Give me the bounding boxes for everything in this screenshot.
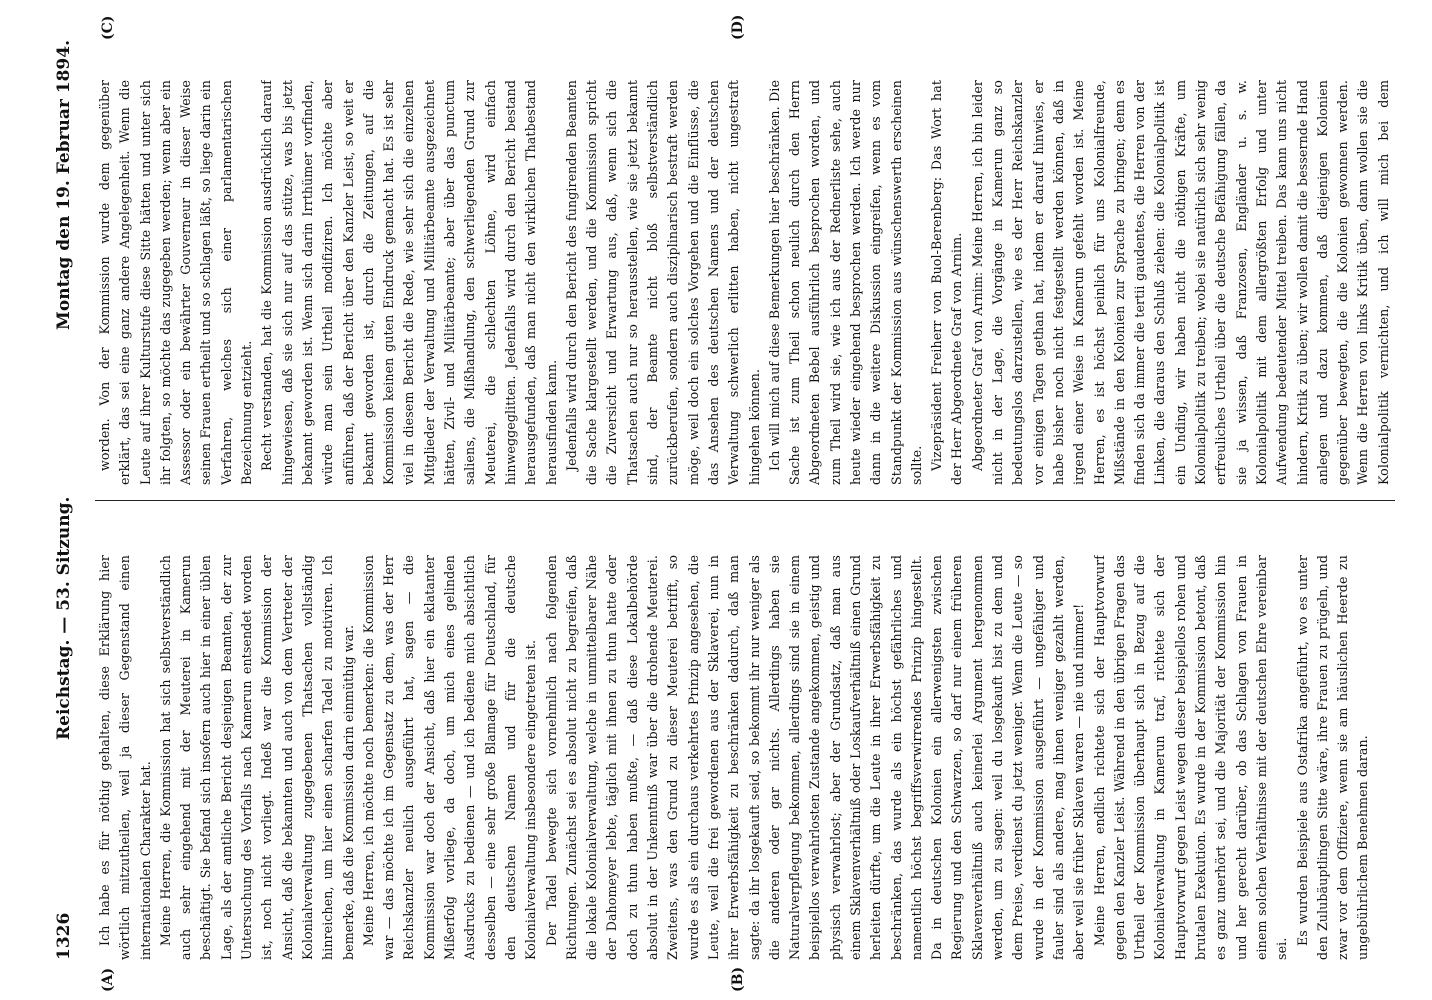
paragraph: worden. Von der Kommission wurde dem gegenüber erklärt, das sei eine ganz andere Angelegenheit. Wenn die Leute auf ihrer Kulturstufe diese Sitte hätten und unter sich ihr folgten, so möchte das zugegeben werden; wenn aber ein Assessor oder ein bewährter Gouverneur in dieser Weise seinen Frauen ertheilt und so schlagen läßt, so liege darin ein Verfahren, welches sich einer parlamentarischen Bezeichnung entzieht. [97,80,255,485]
paragraph: Recht verstanden, hat die Kommission ausdrücklich darauf hingewiesen, daß sie sich nur auf das stütze, was bis jetzt bekannt geworden ist. Wenn sich darin Irrthümer vorfinden, würde man sein Urtheil modifiziren. Ich möchte aber anführen, daß der Bericht über den Kanzler Leist, so weit er bekannt geworden ist, durch die Zeitungen, auf die Kommission keinen guten Eindruck gemacht hat. Es ist sehr viel in diesem Bericht die Rede, wie sehr sich die einzelnen Mitglieder der Verwaltung und Militärbeamte ausgezeichnet hätten, Zivil- und Militärbeamte; aber über das punctum saliens, die Mißhandlung, den schwerliegenden Grund zur Meuterei, die schlechten Löhne, wird einfach hinweggeglitten. Jedenfalls wird durch den Bericht bestand herausgefunden, daß man nicht den wirklichen Thatbestand herausfinden kann. [259,80,559,485]
column-divider [95,500,1395,501]
margin-mark-d: (D) [730,14,746,40]
page-number: 1326 [54,912,74,960]
paragraph: Abgeordneter Graf von Arnim: Meine Herren, ich bin leider nicht in der Lage, die Vorgänge in Kamerun ganz so bedeutungslos darzustellen, wie es der Herr Reichskanzler vor einigen Tagen gethan hat, indem er darauf hinwies, er habe bisher noch nicht festgestellt werden können, daß in irgend einer Weise in Kamerun gefehlt worden ist. Meine Herren, es ist höchst peinlich für uns Kolonialfreunde, Mißstände in den Kolonien zur Sprache zu bringen; denn es finden sich da immer die tertii gaudentes, die Herren von der Linken, die daraus den Schluß ziehen: die Kolonialpolitik ist ein Unding, wir haben nicht die nöthigen Kräfte, um Kolonialpolitik zu treiben; wobei sie natürlich sich sehr wenig erfreuliches Urtheil über die deutsche Befähigung fällen, da sie ja wissen, daß Franzosen, Engländer u. s. w. Kolonialpolitik mit dem allergrößten Erfolg und unter Aufwendung bedeutender Mittel treiben. Das kann uns nicht hindern, Kritik zu üben; wir wollen damit die bessernde Hand anlegen und dazu kommen, daß diejenigen Kolonien gegenüber bewegten, die die Kolonien gewonnen werden. Wenn die Herren von links Kritik üben, dann wollen sie die Kolonialpolitik vernichten, und ich will mich bei dem [969,80,1391,485]
left-column [95,555,1395,960]
margin-mark-a: (A) [100,967,116,992]
speaker-intro: Vizepräsident Freiherr von Buol-Berenberg: Das Wort hat der Herr Abgeordnete Graf von Arnim. [929,80,965,485]
header-title: Reichstag. — 53. Sitzung. [54,496,74,740]
margin-mark-c: (C) [100,15,116,40]
paragraph: Ich will mich auf diese Bemerkungen hier beschränken. Die Sache ist zum Theil schon neulich durch den Herrn Abgeordneten Bebel ausführlich besprochen worden, und zum Theil wird sie, wie ich aus der Rednerliste sehe, auch heute wieder eingehend besprochen werden. Ich werde nur dann in die weitere Diskussion eingreifen, wenn es vom Standpunkt der Kommission aus wünschenswerth erscheinen sollte. [766,80,924,485]
margin-mark-b: (B) [730,966,746,992]
paragraph: Meine Herren, endlich richtete sich der Hauptvorwurf gegen den Kanzler Leist. Während in den übrigen Fragen das Urtheil der Kommission überhaupt sich in Bezug auf die Kolonialverwaltung in Kamerun traf, richtete sich der Hauptvorwurf gegen Leist wegen dieser beispiellos rohen und brutalen Exekution. Es wurde in der Kommission betont, daß es ganz unerhört sei, und die Majorität der Kommission hin und her gerecht darüber, ob das Schlagen von Frauen in einem solchen Verhältnisse mit der deutschen Ehre vereinbar sei. [1091,555,1290,960]
paragraph: Der Tadel bewegte sich vornehmlich nach folgenden Richtungen. Zunächst sei es absolut nicht zu begreifen, daß die lokale Kolonialverwaltung, welche in unmittelbarer Nähe der Dahomeyer lebte, täglich mit ihnen zu thun hatte oder doch zu thun haben mußte, — daß diese Lokalbehörde absolut in der Unkenntniß war über die drohende Meuterei. Zweitens, was den Grund zu dieser Meuterei betrifft, so wurde es als ein durchaus verkehrtes Prinzip angesehen, die Leute, weil die frei gewordenen aus der Sklaverei, nun in ihrer Erwerbsfähigkeit zu beschränken dadurch, daß man sagte: da ihr losgekauft seid, so bekommt ihr nur weniger als die anderen oder gar nichts. Allerdings haben sie Naturalverpflegung bekommen, allerdings sind sie in einem beispiellos verwahrlosten Zustande angekommen, geistig und physisch verwahrlost; aber der Grundsatz, daß man aus einem Sklavenverhältniß oder Loskaufverhältniß einen Grund herleiten dürfte, um die Leute in ihrer Erwerbsfähigkeit zu beschränken, das wurde als ein höchst gefährliches und namentlich höchst begriffsverwirrendes Prinzip hingestellt. Da in deutschen Kolonien ein allerwenigsten zwischen Regierung und den Schwarzen, so darf nur einem früheren Sklavenverhältniß auch keinerlei Argument hergenommen werden, um zu sagen: weil du losgekauft bist zu dem und dem Preise, verdienst du jetzt weniger. Wenn die Leute — so wurde in der Kommission ausgeführt — ungefähiger und fauler sind als andere, mag ihnen weniger gezahlt werden, aber weil sie früher Sklaven waren — nie und nimmer! [543,555,1087,960]
paragraph: Jedenfalls wird durch den Bericht des fungirenden Beamten die Sache klargestellt werden, und die Kommission spricht die Zuversicht und Erwartung aus, daß, wenn sich die Thatsachen auch nur so herausstellen, wie sie jetzt bekannt sind, der Beamte nicht bloß selbstverständlich zurückberufen, sondern auch disziplinarisch bestraft werden möge, weil doch ein solches Vorgehen und die Einflüsse, die das Ansehen des deutschen Namens und der deutschen Verwaltung schwerlich erlitten haben, nicht ungestraft hingehen können. [563,80,762,485]
paragraph: Meine Herren, die Kommission hat sich selbstverständlich auch sehr eingehend mit der Meuterei in Kamerun beschäftigt. Sie befand sich insofern auch hier in einer üblen Lage, als der amtliche Bericht desjenigen Beamten, der zur Untersuchung des Vorfalls nach Kamerun entsendet worden ist, noch nicht vorliegt. Indeß war die Kommission der Ansicht, daß die bekannten und auch von dem Vertreter der Kolonialverwaltung zugegebenen Thatsachen vollständig hinreichen, um hier einen scharfen Tadel zu motiviren. Ich bemerke, daß die Kommission darin einmüthig war. [157,555,356,960]
paragraph: Es wurden Beispiele aus Ostafrika angeführt, wo es unter den Zulubäuptlingen Sitte wäre, ihre Frauen zu prügeln, und zwar vor dem Offiziere, wenn sie am häuslichen Heerde zu ungebührlichem Benehmen daran. [1294,555,1371,960]
paragraph: Ich habe es für nöthig gehalten, diese Erklärung hier wörtlich mitzutheilen, weil ja dieser Gegenstand einen internationalen Charakter hat. [97,555,153,960]
paragraph: Meine Herren, ich möchte noch bemerken: die Kommission war — das möchte ich im Gegensatz zu dem, was der Herr Reichskanzler neulich ausgeführt hat, sagen — die Kommission war doch der Ansicht, daß hier ein eklatanter Mißerfolg vorliege, da doch, um mich eines gelinden Ausdrucks zu bedienen — und ich bediene mich absichtlich desselben — eine sehr große Blamage für Deutschland, für den deutschen Namen und für die deutsche Kolonialverwaltung insbesondere eingetreten ist. [360,555,539,960]
right-column [95,80,1395,485]
page-header [18,40,78,960]
header-date: Montag den 19. Februar 1894. [54,40,74,330]
